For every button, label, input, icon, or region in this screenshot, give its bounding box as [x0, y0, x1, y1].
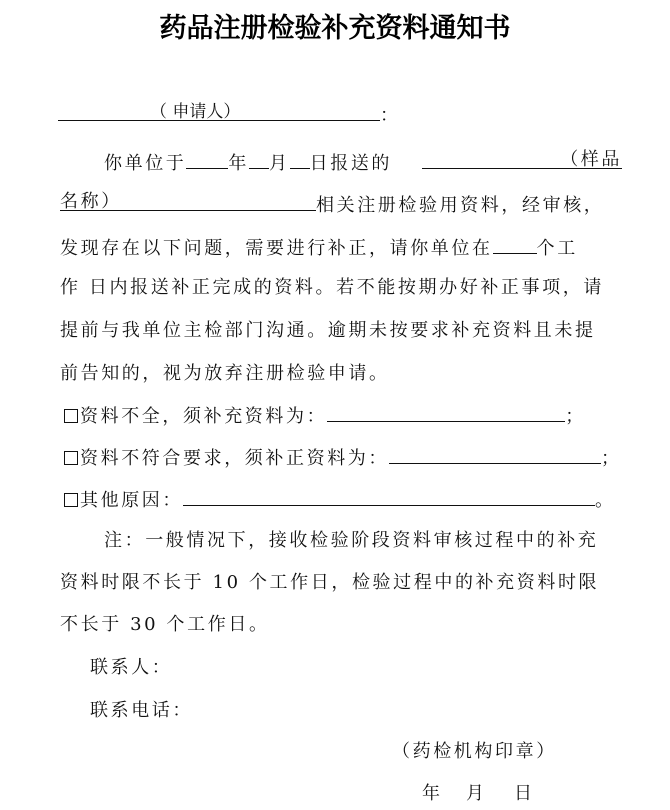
sample-name-field-cont[interactable] — [60, 190, 316, 211]
checkbox-other[interactable] — [64, 493, 78, 507]
day-field[interactable] — [290, 148, 310, 169]
text: 发现存在以下问题，需要进行补正，请你单位在 — [60, 238, 493, 259]
text: ； — [565, 406, 586, 427]
sign-date — [422, 782, 532, 806]
checkbox-row-other — [64, 485, 616, 513]
sample-name-line1 — [422, 148, 622, 176]
checkbox-label: 资料不全，须补充资料为： — [80, 406, 328, 427]
checkbox-row-incomplete — [64, 401, 586, 429]
sample-label-cont: 名称） — [60, 191, 122, 212]
contact-person: 联系人： — [90, 657, 173, 678]
date-day: 日 — [514, 783, 532, 804]
text: ； — [601, 448, 622, 469]
text: 相关注册检验用资料，经审核， — [316, 195, 605, 216]
note-line2: 资料时限不长于 10 个工作日，检验过程中的补充资料时限 — [60, 572, 600, 593]
text: 个工 — [536, 238, 578, 259]
applicant-field[interactable] — [58, 100, 380, 121]
contact-phone: 联系电话： — [90, 700, 193, 721]
text: 月 — [269, 153, 290, 174]
sample-name-field[interactable] — [422, 148, 622, 169]
month-field[interactable] — [249, 148, 269, 169]
text: 你单位于 — [104, 153, 187, 174]
applicant-line — [58, 100, 401, 128]
para1-line1 — [104, 148, 392, 176]
para1-line6: 前告知的，视为放弃注册检验申请。 — [60, 363, 390, 384]
nonconforming-materials-field[interactable] — [389, 443, 601, 464]
date-year: 年 — [422, 783, 440, 804]
para1-line4: 作 日内报送补正完成的资料。若不能按期办好补正事项，请 — [60, 277, 604, 298]
days-field[interactable] — [493, 233, 537, 254]
applicant-hint: （ 申请人） — [150, 102, 241, 122]
para1-line5: 提前与我单位主检部门沟通。逾期未按要求补充资料且未提 — [60, 320, 596, 341]
sample-label: （样品 — [560, 149, 622, 170]
checkbox-label: 资料不符合要求，须补正资料为： — [80, 448, 389, 469]
text: 。 — [595, 490, 616, 511]
incomplete-materials-field[interactable] — [327, 401, 565, 422]
seal-label: （药检机构印章） — [392, 741, 557, 762]
year-field[interactable] — [186, 148, 228, 169]
checkbox-incomplete[interactable] — [64, 409, 78, 423]
date-month: 月 — [466, 783, 484, 804]
note-line1: 注：一般情况下，接收检验阶段资料审核过程中的补充 — [104, 530, 599, 551]
checkbox-nonconforming[interactable] — [64, 451, 78, 465]
text: 日报送的 — [309, 153, 393, 174]
para1-line3 — [60, 233, 578, 261]
applicant-colon: ： — [380, 105, 401, 126]
note-line3: 不长于 30 个工作日。 — [60, 614, 270, 635]
other-reason-field[interactable] — [183, 485, 595, 506]
checkbox-label: 其他原因： — [80, 490, 183, 511]
text: 年 — [228, 153, 250, 174]
document-title: 药品注册检验补充资料通知书 — [159, 13, 511, 44]
para1-line2 — [60, 190, 604, 218]
checkbox-row-nonconforming — [64, 443, 622, 471]
